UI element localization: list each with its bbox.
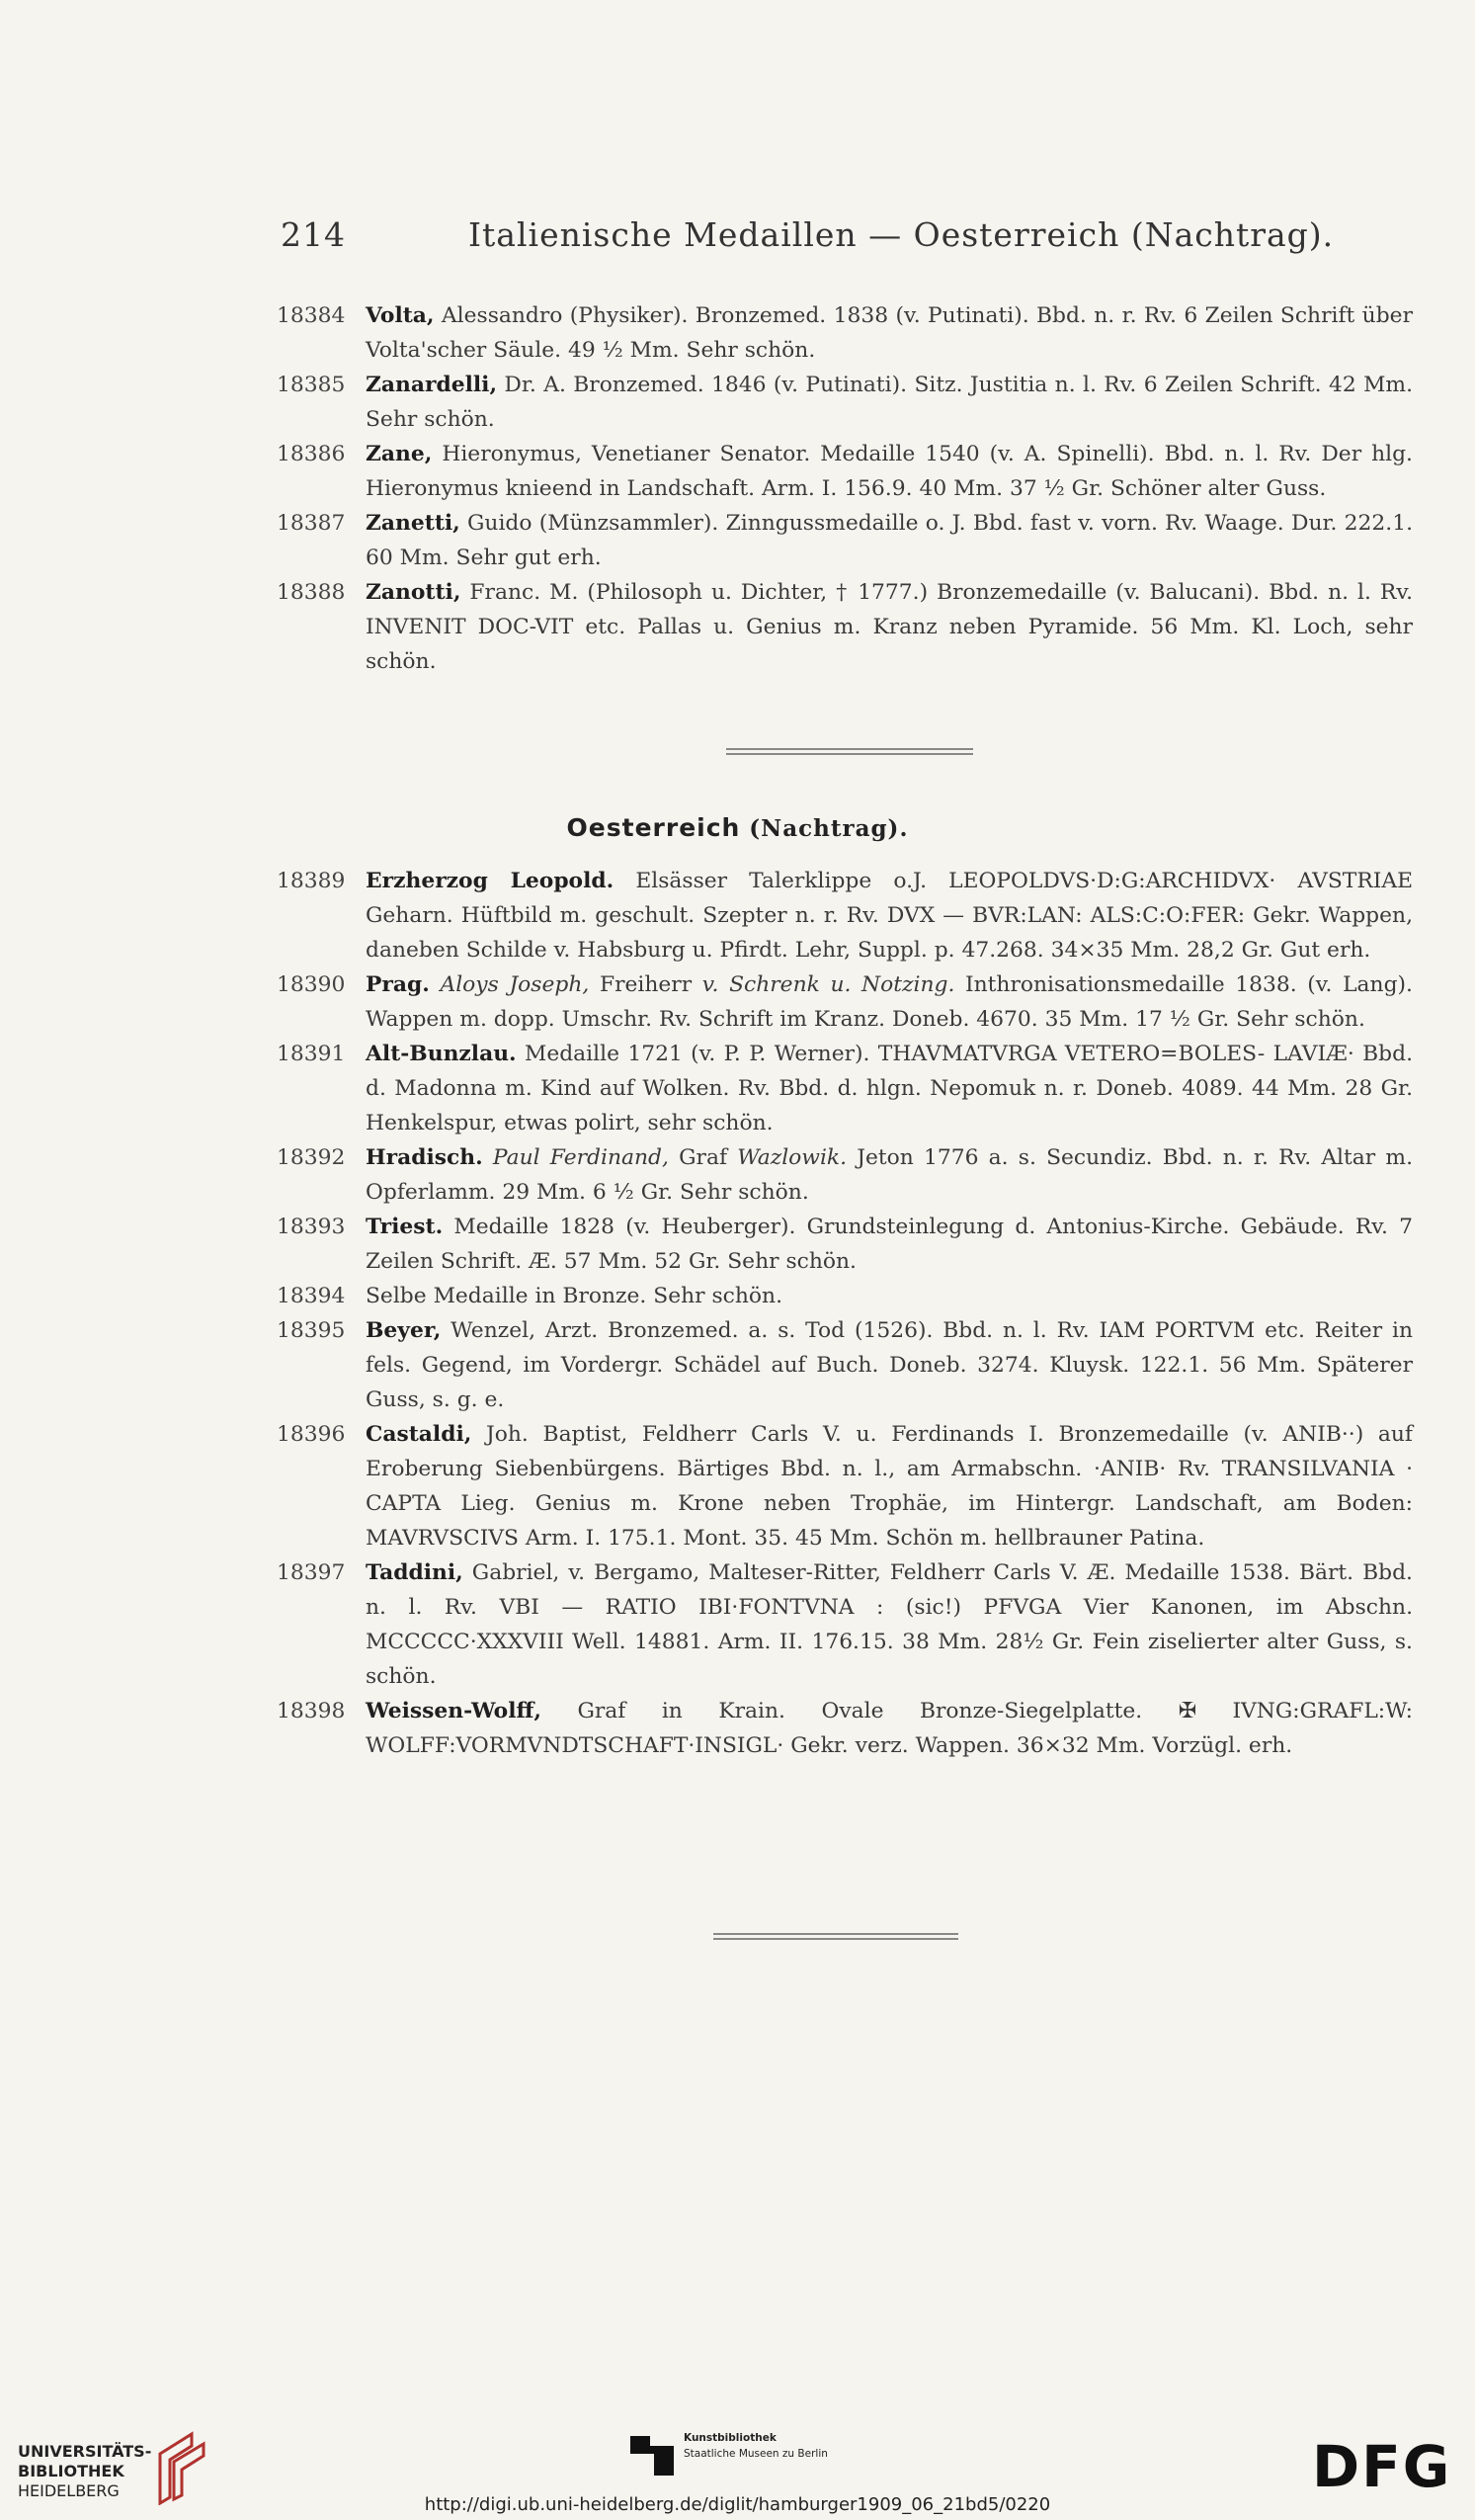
section-subtitle: (Nachtrag).	[749, 815, 909, 842]
page-number: 214	[281, 215, 346, 254]
entry-italic-text: Wazlowik.	[737, 1145, 848, 1170]
catalog-entry	[277, 368, 1413, 437]
entry-number: 18393	[277, 1215, 346, 1239]
entry-number: 18387	[277, 511, 346, 536]
entry-name: Volta,	[366, 303, 435, 328]
ub-emblem-icon	[152, 2426, 221, 2505]
catalog-entry	[277, 1140, 1413, 1210]
entry-number: 18388	[277, 580, 346, 605]
entry-number: 18386	[277, 442, 346, 466]
ub-line-1: UNIVERSITÄTS-	[18, 2442, 152, 2461]
entry-name: Zanardelli,	[366, 373, 498, 397]
entry-name: Alt-Bunzlau.	[366, 1042, 517, 1066]
kb-emblem-icon	[630, 2436, 674, 2476]
entry-name: Weissen-Wolff,	[366, 1699, 541, 1723]
page-title: Italienische Medaillen — Oesterreich (Nachtrag).	[468, 215, 1335, 254]
entry-name: Zane,	[366, 442, 433, 466]
entry-text: Inthronisationsmedaille 1838. (v. Lang). Wappen m. dopp. Umschr. Rv. Schrift im Kranz. Doneb. 4670. 35 Mm. 17 ½ Gr. Sehr schön.	[366, 972, 1413, 1032]
catalog-entry	[277, 1417, 1413, 1555]
ub-line-3: HEIDELBERG	[18, 2481, 120, 2500]
ub-line-2: BIBLIOTHEK	[18, 2462, 124, 2480]
entry-text: Jeton 1776 a. s. Secundiz. Bbd. n. r. Rv. Altar m. Opferlamm. 29 Mm. 6 ½ Gr. Sehr schön.	[366, 1145, 1413, 1205]
source-url[interactable]: http://digi.ub.uni-heidelberg.de/diglit/hamburger1909_06_21bd5/0220	[424, 2494, 1051, 2515]
catalog-entry	[277, 864, 1413, 967]
entries-italian	[277, 298, 1413, 679]
catalog-entry	[277, 1555, 1413, 1694]
entry-text: Medaille 1828 (v. Heuberger). Grundsteinlegung d. Antonius-Kirche. Gebäude. Rv. 7 Zeilen Schrift. Æ. 57 Mm. 52 Gr. Sehr schön.	[366, 1215, 1413, 1274]
entry-text: Graf	[668, 1145, 738, 1170]
entry-text: Gabriel, v. Bergamo, Malteser-Ritter, Feldherr Carls V. Æ. Medaille 1538. Bärt. Bbd. n. l. Rv. VBI — RATIO IBI·FONTVNA : (sic!) PFVGA Vier Kanonen, im Abschn. MCCCCC·XXXVIII Well. 14881. Arm. II. 176.15. 38 Mm. 28½ Gr. Fein ziselierter alter Guss, s. schön.	[366, 1560, 1413, 1689]
entry-name: Beyer,	[366, 1318, 442, 1343]
entry-text: Wenzel, Arzt. Bronzemed. a. s. Tod (1526). Bbd. n. l. Rv. IAM PORTVM etc. Reiter in fels. Gegend, im Vordergr. Schädel auf Buch. Doneb. 3274. Kluysk. 122.1. 56 Mm. Späterer Guss, s. g. e.	[366, 1318, 1413, 1412]
entry-name: Castaldi,	[366, 1422, 472, 1447]
university-library-logo	[18, 2426, 215, 2505]
entry-number: 18389	[277, 869, 346, 893]
entry-number: 18391	[277, 1042, 346, 1066]
entry-text	[430, 972, 441, 997]
entry-number: 18394	[277, 1284, 346, 1308]
catalog-entry	[277, 1694, 1413, 1763]
entry-text: Selbe Medaille in Bronze. Sehr schön.	[366, 1284, 783, 1308]
entry-number: 18397	[277, 1560, 346, 1585]
entry-text: Guido (Münzsammler). Zinngussmedaille o. J. Bbd. fast v. vorn. Rv. Waage. Dur. 222.1. 60 Mm. Sehr gut erh.	[366, 511, 1413, 570]
entry-text: Elsässer Talerklippe o.J. LEOPOLDVS·D:G:ARCHIDVX· AVSTRIAE Geharn. Hüftbild m. geschult. Szepter n. r. Rv. DVX — BVR:LAN: ALS:C:O:FER: Gekr. Wappen, daneben Schilde v. Habsburg u. Pfirdt. Lehr, Suppl. p. 47.268. 34×35 Mm. 28,2 Gr. Gut erh.	[366, 869, 1413, 963]
entry-text: Joh. Baptist, Feldherr Carls V. u. Ferdinands I. Bronzemedaille (v. ANIB··) auf Eroberung Siebenbürgens. Bärtiges Bbd. n. l., am Armabschn. ·ANIB· Rv. TRANSILVANIA · CAPTA Lieg. Genius m. Krone neben Trophäe, im Hintergr. Landschaft, am Boden: MAVRVSCIVS Arm. I. 175.1. Mont. 35. 45 Mm. Schön m. hellbrauner Patina.	[366, 1422, 1413, 1551]
entry-italic-text: v. Schrenk u. Notzing.	[701, 972, 955, 997]
catalog-entry	[277, 1279, 1413, 1313]
dfg-logo: DFG	[1312, 2433, 1452, 2500]
entry-text: Franc. M. (Philosoph u. Dichter, † 1777.) Bronzemedaille (v. Balucani). Bbd. n. l. Rv. INVENIT DOC-VIT etc. Pallas u. Genius m. Kranz neben Pyramide. 56 Mm. Kl. Loch, sehr schön.	[366, 580, 1413, 674]
entry-text	[483, 1145, 493, 1170]
entry-text: Dr. A. Bronzemed. 1846 (v. Putinati). Sitz. Justitia n. l. Rv. 6 Zeilen Schrift. 42 Mm. Sehr schön.	[366, 373, 1413, 432]
entry-text: Medaille 1721 (v. P. P. Werner). THAVMATVRGA VETERO=BOLES- LAVIÆ· Bbd. d. Madonna m. Kind auf Wolken. Rv. Bbd. d. hlgn. Nepomuk n. r. Doneb. 4089. 44 Mm. 28 Gr. Henkelspur, etwas polirt, sehr schön.	[366, 1042, 1413, 1135]
entry-name: Erzherzog Leopold.	[366, 869, 615, 893]
catalog-entry	[277, 437, 1413, 506]
catalog-entry	[277, 1210, 1413, 1279]
entry-name: Prag.	[366, 972, 430, 997]
entry-text: Graf in Krain. Ovale Bronze-Siegelplatte. ✠ IVNG:GRAFL:W: WOLFF:VORMVNDTSCHAFT·INSIGL· Gekr. verz. Wappen. 36×32 Mm. Vorzügl. erh.	[366, 1699, 1413, 1758]
entry-number: 18385	[277, 373, 346, 397]
entry-number: 18396	[277, 1422, 346, 1447]
catalog-entry	[277, 575, 1413, 679]
entry-name: Triest.	[366, 1215, 444, 1239]
entry-text: Hieronymus, Venetianer Senator. Medaille 1540 (v. A. Spinelli). Bbd. n. l. Rv. Der hlg. Hieronymus knieend in Landschaft. Arm. I. 156.9. 40 Mm. 37 ½ Gr. Schöner alter Guss.	[366, 442, 1413, 501]
catalog-entry	[277, 967, 1413, 1037]
section-title: Oesterreich	[566, 813, 741, 842]
catalog-entry	[277, 298, 1413, 368]
entry-text: Alessandro (Physiker). Bronzemed. 1838 (v. Putinati). Bbd. n. r. Rv. 6 Zeilen Schrift über Volta'scher Säule. 49 ½ Mm. Sehr schön.	[366, 303, 1413, 363]
section-heading	[0, 813, 1475, 842]
entry-italic-text: Paul Ferdinand,	[492, 1145, 669, 1170]
entry-name: Zanetti,	[366, 511, 460, 536]
catalog-entry	[277, 1313, 1413, 1417]
entry-number: 18390	[277, 972, 346, 997]
kb-line-2: Staatliche Museen zu Berlin	[684, 2448, 828, 2460]
page-header	[281, 215, 1335, 254]
entry-italic-text: Aloys Joseph,	[440, 972, 590, 997]
entry-number: 18398	[277, 1699, 346, 1723]
entry-number: 18395	[277, 1318, 346, 1343]
entry-text: Freiherr	[589, 972, 702, 997]
entry-name: Taddini,	[366, 1560, 463, 1585]
entry-number: 18392	[277, 1145, 346, 1170]
catalog-entry	[277, 506, 1413, 575]
kunstbibliothek-logo	[630, 2424, 867, 2474]
entry-name: Zanotti,	[366, 580, 461, 605]
entries-austria	[277, 864, 1413, 1763]
entry-name: Hradisch.	[366, 1145, 483, 1170]
kb-line-1: Kunstbibliothek	[684, 2432, 777, 2444]
entry-number: 18384	[277, 303, 346, 328]
catalog-entry	[277, 1037, 1413, 1140]
